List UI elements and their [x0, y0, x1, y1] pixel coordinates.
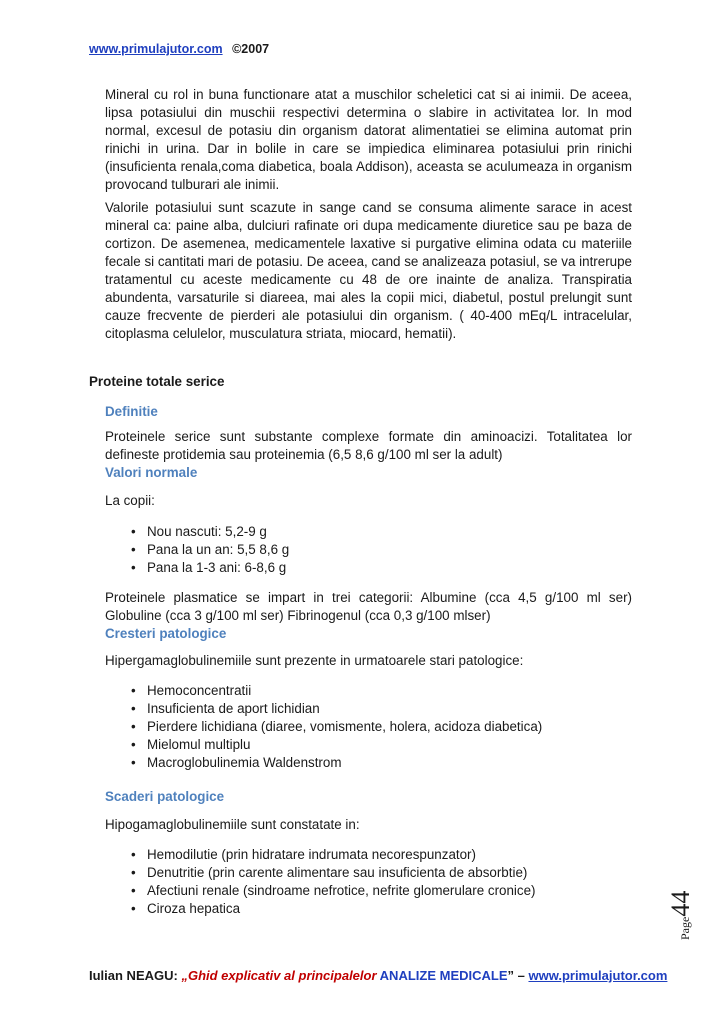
page-label: Page [678, 916, 692, 940]
page-footer [89, 968, 667, 983]
list-item: • Pana la 1-3 ani: 6-8,6 g [131, 559, 632, 577]
list-item: • Ciroza hepatica [131, 900, 632, 918]
header-site-link[interactable]: www.primulajutor.com [89, 42, 223, 56]
categories-text: Proteinele plasmatice se impart in trei categorii: Albumine (cca 4,5 g/100 ml ser) Globuline (cca 3 g/100 ml ser) Fibrinogenul (cca 0,3 g/100 mlser) [105, 590, 632, 623]
potassium-section [105, 86, 632, 343]
list-item: • Afectiuni renale (sindroame nefrotice, nefrite glomerulare cronice) [131, 882, 632, 900]
definition-heading: Definitie [105, 404, 158, 419]
list-item: • Hemodilutie (prin hidratare indrumata necorespunzator) [131, 846, 632, 864]
list-item: • Hemoconcentratii [131, 682, 632, 700]
footer-title: „Ghid explicativ al principalelor [181, 968, 377, 983]
decrease-heading: Scaderi patologice [105, 789, 225, 804]
list-item: • Macroglobulinemia Waldenstrom [131, 754, 632, 772]
increase-heading: Cresteri patologice [105, 626, 227, 641]
proteins-title: Proteine totale serice [89, 374, 225, 389]
footer-author: Iulian NEAGU: [89, 968, 178, 983]
page-number-value: 44 [666, 890, 695, 917]
list-item: • Mielomul multiplu [131, 736, 632, 754]
normal-values-heading: Valori normale [105, 465, 198, 480]
list-item: • Pierdere lichidiana (diaree, vomismente, holera, acidoza diabetica) [131, 718, 632, 736]
page-number [666, 870, 706, 940]
page-header [89, 42, 269, 56]
increase-intro: Hipergamaglobulinemiile sunt prezente in urmatoarele stari patologice: [105, 653, 524, 668]
increase-list [105, 682, 632, 772]
footer-site-link[interactable]: www.primulajutor.com [528, 968, 668, 983]
footer-title-highlight: ANALIZE MEDICALE [379, 968, 508, 983]
definition-text: Proteinele serice sunt substante complexe formate din aminoacizi. Totalitatea lor defineste protidemia sau proteinemia (6,5 8,6 g/100 ml ser la adult) [105, 429, 632, 462]
children-values-list [105, 523, 632, 577]
list-item: • Pana la un an: 5,5 8,6 g [131, 541, 632, 559]
decrease-intro: Hipogamaglobulinemiile sunt constatate in: [105, 817, 360, 832]
potassium-paragraph-2: Valorile potasiului sunt scazute in sange cand se consuma alimente sarace in acest mineral ca: paine alba, dulciuri rafinate ori dupa medicamente diuretice sau pe baza de cortizon. De asemenea, medicamentele laxative si purgative elimina odata cu materiile fecale si cantitati mari de potasiu. De aceea, cand se analizeaza potasiul, se va intrerupe tratamentul cu aceste medicamente cu 48 de ore inainte de analiza. Transpiratia abundenta, varsaturile si diareea, mai ales la copii mici, diabetul, postul prelungit sunt cauze frecvente de pierderi ale potasiului din organism. ( 40-400 mEq/L intracelular, citoplasma celulelor, musculatura striata, miocard, hematii). [105, 200, 633, 341]
main-content [89, 86, 632, 918]
list-item: • Denutritie (prin carente alimentare sau insuficienta de absorbtie) [131, 864, 632, 882]
children-label: La copii: [105, 493, 155, 508]
footer-title-close: ” – [507, 968, 525, 983]
potassium-paragraph-1: Mineral cu rol in buna functionare atat a muschilor scheletici cat si ai inimii. De aceea, lipsa potasiului din muschii respectivi determina o slabire in activitatea lor. In mod normal, excesul de potasiu din organism datorat alimentatiei se elimina automat prin rinichi in urina. Dar in bolile in care se impiedica eliminarea potasiului prin rinichi (insuficienta renala,coma diabetica, boala Addison), aceasta se aculumeaza in organism provocand tulburari ale inimii. [105, 87, 632, 192]
decrease-list [105, 846, 632, 918]
page-number-rotated [666, 891, 696, 940]
list-item: • Nou nascuti: 5,2-9 g [131, 523, 632, 541]
header-copyright: ©2007 [232, 42, 270, 56]
list-item: • Insuficienta de aport lichidian [131, 700, 632, 718]
proteins-section [105, 403, 632, 918]
